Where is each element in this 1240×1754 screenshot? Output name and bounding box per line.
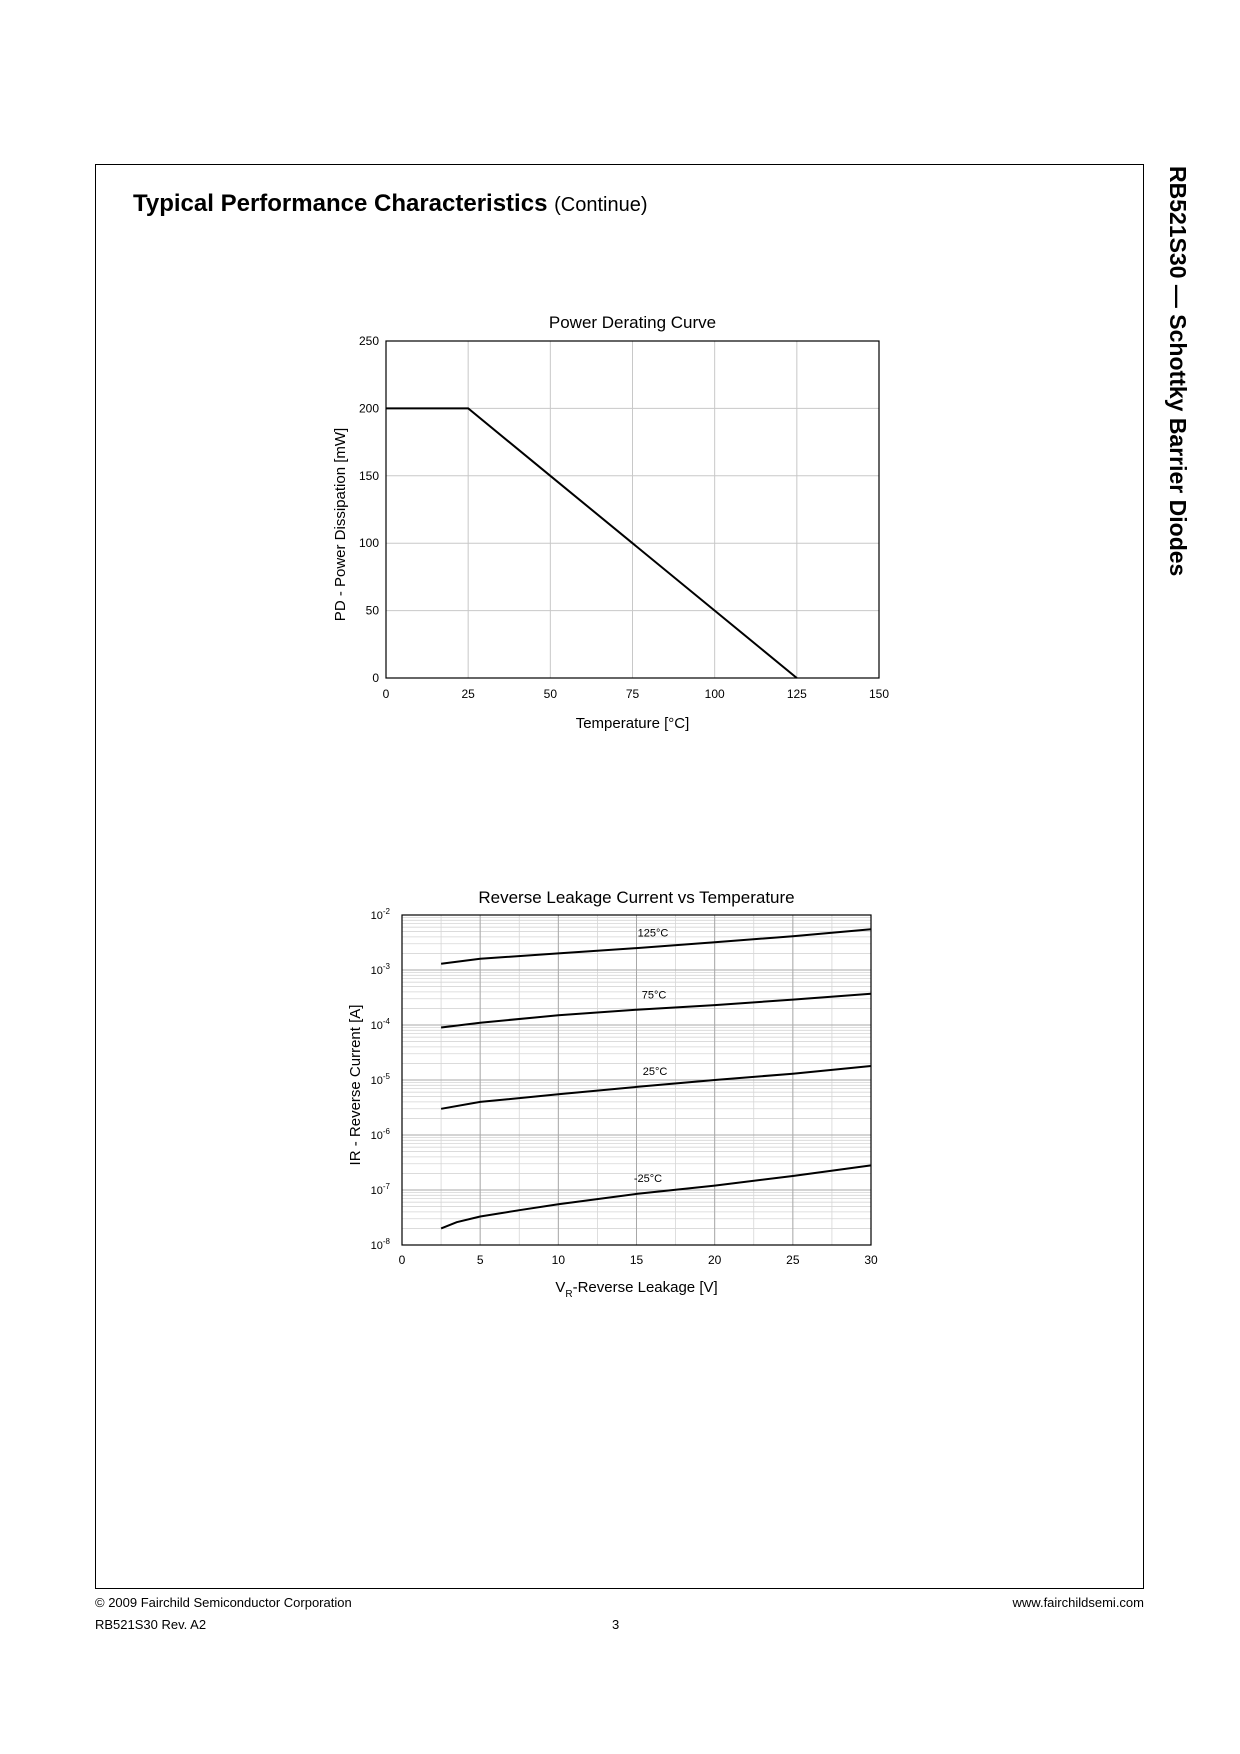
y-tick-label: $10^{-6}$ xyxy=(370,1127,390,1142)
y-tick-label: 250 xyxy=(358,334,379,348)
x-tick-label: 75 xyxy=(625,687,640,701)
x-tick-label: 25 xyxy=(461,687,475,701)
x-tick-label: 25 xyxy=(786,1253,800,1267)
y-tick-label: $10^{-2}$ xyxy=(370,907,390,922)
y-tick-label: 200 xyxy=(358,401,379,416)
footer-part-rev: RB521S30 Rev. A2 xyxy=(95,1617,207,1632)
power-derating-chart xyxy=(332,313,889,732)
x-tick-label: 15 xyxy=(629,1253,644,1267)
footer-page-number: 3 xyxy=(612,1617,620,1632)
chart-title: Power Derating Curve xyxy=(548,313,717,332)
y-tick-label: $10^{-5}$ xyxy=(370,1072,390,1087)
x-tick-label: 10 xyxy=(551,1253,566,1267)
x-tick-label: 30 xyxy=(864,1253,878,1267)
x-axis-label: $V_R$-Reverse Leakage [V] xyxy=(555,1279,718,1300)
footer-copyright: © 2009 Fairchild Semiconductor Corporation xyxy=(95,1595,352,1610)
y-tick-label: 50 xyxy=(365,603,379,618)
y-tick-label: $10^{-8}$ xyxy=(370,1237,390,1252)
x-tick-label: 50 xyxy=(543,687,558,701)
x-tick-label: 150 xyxy=(868,687,890,701)
x-tick-label: 100 xyxy=(704,687,725,701)
y-tick-label: $10^{-4}$ xyxy=(370,1017,390,1032)
x-tick-label: 125 xyxy=(786,687,807,701)
series-label: 25°C xyxy=(642,1066,668,1079)
footer-website[interactable]: www.fairchildsemi.com xyxy=(1012,1595,1144,1610)
x-axis-label: Temperature [°C] xyxy=(575,715,690,732)
x-tick-label: 20 xyxy=(707,1253,722,1267)
section-title-suffix: (Continue) xyxy=(554,194,648,216)
y-axis-label: IR - Reverse Current [A] xyxy=(347,1004,364,1166)
x-tick-label: 5 xyxy=(476,1253,484,1267)
chart-title: Reverse Leakage Current vs Temperature xyxy=(478,888,795,907)
series-label: 75°C xyxy=(641,989,667,1002)
y-tick-label: $10^{-7}$ xyxy=(370,1182,390,1197)
section-title-main: Typical Performance Characteristics xyxy=(133,190,548,217)
side-title-text: RB521S30 — Schottky Barrier Diodes xyxy=(1165,166,1191,577)
series-label: -25°C xyxy=(633,1172,663,1185)
y-tick-label: $10^{-3}$ xyxy=(370,962,390,977)
y-axis-label: PD - Power Dissipation [mW] xyxy=(332,427,349,622)
y-tick-label: 150 xyxy=(358,468,379,483)
series-label: 125°C xyxy=(637,927,669,940)
y-tick-label: 100 xyxy=(358,536,379,551)
x-tick-label: 0 xyxy=(382,687,390,701)
reverse-leakage-chart xyxy=(347,888,878,1300)
x-tick-label: 0 xyxy=(398,1253,406,1267)
y-tick-label: 0 xyxy=(372,671,379,685)
